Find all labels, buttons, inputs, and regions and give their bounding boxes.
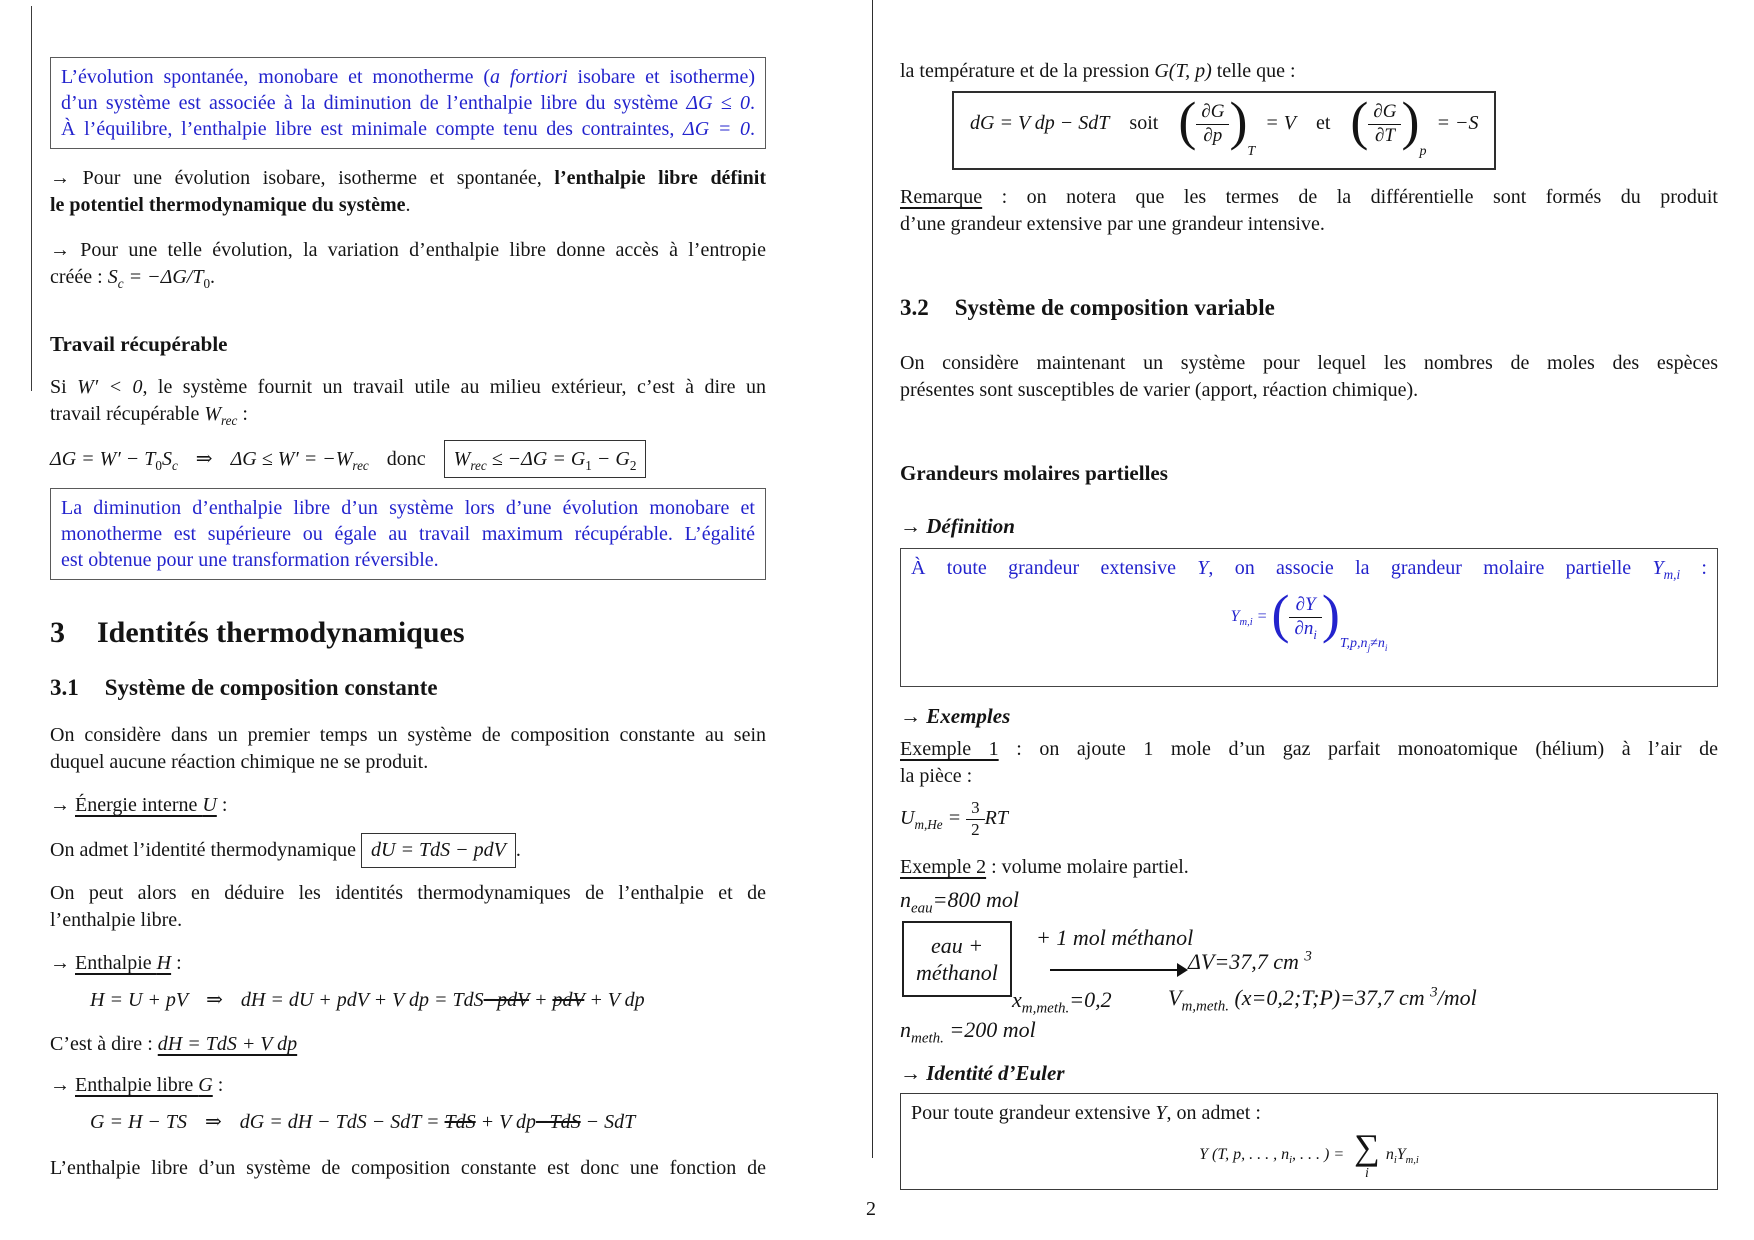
arrow-label-methanol: + 1 mol méthanol <box>1036 924 1194 950</box>
item-identite-euler: → Identité d’Euler <box>900 1060 1065 1085</box>
text-line: le potentiel thermodynamique du système. <box>50 194 411 216</box>
fraction-dg-dt <box>1368 101 1401 148</box>
subsection-number: 3.2 <box>900 294 929 320</box>
fraction-denominator: $\partial n_i$ <box>1289 617 1321 641</box>
right-column <box>900 0 1718 1190</box>
text-line: Pour toute grandeur extensive Y, on admet : <box>911 1101 1261 1124</box>
subsection-heading-3-2 <box>900 294 1718 322</box>
paren-subscript: p <box>1419 143 1427 159</box>
text-line: → Pour une évolution isobare, isotherme et spontanée, l’enthalpie libre définit <box>50 167 766 189</box>
definition-box-grandeur-molaire <box>900 548 1718 687</box>
euler-identity-box <box>900 1093 1718 1190</box>
section-number: 3 <box>50 616 65 649</box>
formula-ymi <box>911 581 1707 680</box>
text-line: monotherme est supérieure ou égale au travail maximum récupérable. L’égalité <box>61 523 755 545</box>
fraction-denominator: ∂p <box>1196 124 1229 148</box>
left-paren: ( <box>1350 91 1369 152</box>
text-line: créée : $S_c = -\Delta G/T_0$. <box>50 266 216 291</box>
label-n-meth: $n_{meth.} =200$ mol <box>900 1016 1036 1047</box>
text-line: duquel aucune réaction chimique ne se produit. <box>50 751 429 773</box>
formula-lead: dG = V dp − SdT <box>970 111 1110 134</box>
subsection-number: 3.1 <box>50 675 79 700</box>
fraction-3-2 <box>966 798 985 840</box>
text-line: À toute grandeur extensive Y, on associe la grandeur molaire partielle $Y_{m,i}$ : <box>911 556 1707 582</box>
page-left-rule <box>31 6 32 391</box>
word-soit: soit <box>1129 111 1159 134</box>
text-line: Si W′ < 0, le système fournit un travail utile au milieu extérieur, c’est à dire un <box>50 376 766 398</box>
formula-lhs-subscript: m,i <box>1239 617 1253 629</box>
formula-part: RT <box>984 806 1008 829</box>
formula-enthalpie-h: H = U + pV ⇒ dH = dU + pdV + V dp = TdS−pdV + pdV + V dp <box>90 989 645 1011</box>
text-run: On admet l’identité thermodynamique <box>50 839 362 861</box>
paren-subscript: T <box>1247 143 1256 159</box>
paragraph-cest-a-dire: C’est à dire : dH = TdS + V dp <box>50 1033 298 1055</box>
section-title: Identités thermodynamiques <box>97 616 465 649</box>
right-arrow <box>1050 969 1186 971</box>
highlight-box-diminution-enthalpie <box>50 488 766 580</box>
paragraph-entropie-creee <box>50 237 766 291</box>
text-line: L’enthalpie libre d’un système de composition constante est donc une fonction de <box>50 1157 766 1179</box>
formula-main: $\Delta G = W' - T_0S_c$ ⇒ $\Delta G \le W' = -W_{rec}$ donc <box>50 448 426 473</box>
paren-subscript: $T,p,n_j\ne n_i$ <box>1339 635 1388 653</box>
paragraph-temperature-pression: la température et de la pression G(T, p) telle que : <box>900 60 1296 82</box>
label-x-fraction: $x_{m,meth.}=0,2$ <box>1012 986 1112 1017</box>
item-energie-interne: → Énergie interne U : <box>50 794 228 816</box>
fraction-numerator: ∂G <box>1201 101 1225 122</box>
fraction-denominator: ∂T <box>1368 124 1401 148</box>
text-line: travail récupérable $W_{rec}$ : <box>50 403 248 428</box>
right-paren: ) <box>1229 91 1248 152</box>
paragraph-fonction-de <box>50 1155 766 1182</box>
text-line: est obtenue pour une transformation réversible. <box>61 549 439 571</box>
label-n-eau: $n_{eau}=800$ mol <box>900 886 1020 917</box>
boxed-formula-wrec: $W_{rec} \le -\Delta G = G_1 - G_2$ <box>444 440 647 478</box>
beaker-box-eau-methanol <box>902 921 1012 997</box>
box-line: méthanol <box>916 959 998 985</box>
paragraph-exemple-1 <box>900 736 1718 790</box>
item-enthalpie-h: → Enthalpie H : <box>50 952 182 974</box>
formula-part: $U_{m,He}$ = <box>900 806 967 832</box>
formula-part <box>970 91 1479 160</box>
subsection-title: Système de composition variable <box>954 294 1275 320</box>
text-line: présentes sont susceptibles de varier (apport, réaction chimique). <box>900 378 1419 401</box>
boxed-formula-dg <box>952 91 1496 170</box>
equals-minus-s: = −S <box>1436 111 1479 134</box>
paragraph-composition-constante <box>50 722 766 776</box>
formula-part: $n_iY_{m,i}$ <box>1385 1145 1419 1167</box>
formula-um-he <box>900 792 1718 844</box>
box-line: eau + <box>930 932 984 958</box>
text-line: On considère dans un premier temps un système de composition constante au sein <box>50 724 766 746</box>
subsection-heading-3-1 <box>50 674 766 702</box>
sigma-glyph: ∑ <box>1354 1127 1380 1168</box>
formula-part <box>1271 581 1387 680</box>
right-paren: ) <box>1321 584 1340 645</box>
text-run: . <box>515 839 521 861</box>
formula-enthalpie-libre-g: G = H − TS ⇒ dG = dH − TdS − SdT = TdS + V dp−TdS − SdT <box>90 1111 636 1133</box>
boxed-formula-du: dU = TdS − pdV <box>361 833 516 868</box>
fraction-numerator: ∂G <box>1373 101 1397 122</box>
mixing-example-diagram <box>900 886 1718 1047</box>
formula-lhs: Y <box>1230 607 1240 625</box>
text-line: → Pour une telle évolution, la variation d’enthalpie libre donne accès à l’entropie <box>50 239 766 261</box>
text-line: la pièce : <box>900 764 973 787</box>
fraction-denominator: 2 <box>966 819 985 840</box>
sigma-index: i <box>1365 1166 1369 1182</box>
formula-dg-wrapper <box>900 91 1718 170</box>
text-line: À l’équilibre, l’enthalpie libre est minimale compte tenu des contraintes, ΔG = 0. <box>61 118 756 140</box>
right-paren: ) <box>1401 91 1420 152</box>
text-line: L’évolution spontanée, monobare et monotherme (a fortiori isobare et isotherme) <box>61 66 755 88</box>
equals-sign: = <box>1252 607 1272 625</box>
paragraph-composition-variable <box>900 350 1718 404</box>
label-v-molaire-partiel: $V_{m,meth.}$ (x=0,2;T;P)=37,7 cm $^3$/mol <box>1168 984 1477 1015</box>
paragraph-remarque <box>900 184 1718 238</box>
fraction-numerator: ∂Y <box>1295 593 1316 615</box>
column-divider-rule <box>872 0 873 1158</box>
paragraph-deduire-identites <box>50 880 766 934</box>
summation-symbol <box>1354 1129 1380 1181</box>
text-line: d’un système est associée à la diminution de l’enthalpie libre du système ΔG ≤ 0. <box>61 92 755 114</box>
text-line: Exemple 1 : on ajoute 1 mole d’un gaz parfait monoatomique (hélium) à l’air de <box>900 737 1718 760</box>
item-definition: → Définition <box>900 513 1015 538</box>
item-enthalpie-libre-g: → Enthalpie libre G : <box>50 1074 224 1096</box>
highlight-box-evolution-spontanee <box>50 57 766 149</box>
text-line: On peut alors en déduire les identités thermodynamiques de l’enthalpie et de <box>50 882 766 904</box>
label-delta-v: ΔV=37,7 cm $^3$ <box>1188 948 1312 974</box>
text-line: d’une grandeur extensive par une grandeur intensive. <box>900 212 1325 235</box>
fraction-dy-dni <box>1289 594 1321 641</box>
heading-travail-recuperable: Travail récupérable <box>50 332 228 356</box>
left-paren: ( <box>1178 91 1197 152</box>
subsection-title: Système de composition constante <box>104 675 438 700</box>
heading-grandeurs-molaires: Grandeurs molaires partielles <box>900 460 1168 485</box>
formula-delta-g-wrec <box>50 440 766 478</box>
equals-v: = V <box>1265 111 1296 134</box>
paragraph-travail-utile <box>50 374 766 428</box>
formula-euler <box>911 1127 1707 1183</box>
text-line: On considère maintenant un système pour lequel les nombres de moles des espèces <box>900 351 1718 374</box>
fraction-dg-dp <box>1196 101 1229 148</box>
section-heading-3 <box>50 616 766 650</box>
left-column <box>50 0 766 1182</box>
left-paren: ( <box>1271 584 1290 645</box>
paragraph-exemple-2: Exemple 2 : volume molaire partiel. <box>900 855 1189 878</box>
page-number: 2 <box>866 1198 876 1220</box>
text-line: La diminution d’enthalpie libre d’un système lors d’une évolution monobare et <box>61 497 755 519</box>
text-line: l’enthalpie libre. <box>50 909 183 931</box>
paragraph-potentiel-thermodynamique <box>50 165 766 219</box>
paragraph-identite-thermodynamique <box>50 833 766 868</box>
text-line: Remarque : on notera que les termes de la différentielle sont formés du produit <box>900 185 1718 208</box>
word-et: et <box>1315 111 1331 134</box>
fraction-numerator: 3 <box>971 798 980 818</box>
formula-part: Y (T, p, . . . , $n_i$, . . . ) = <box>1199 1145 1349 1167</box>
item-exemples: → Exemples <box>900 703 1011 728</box>
